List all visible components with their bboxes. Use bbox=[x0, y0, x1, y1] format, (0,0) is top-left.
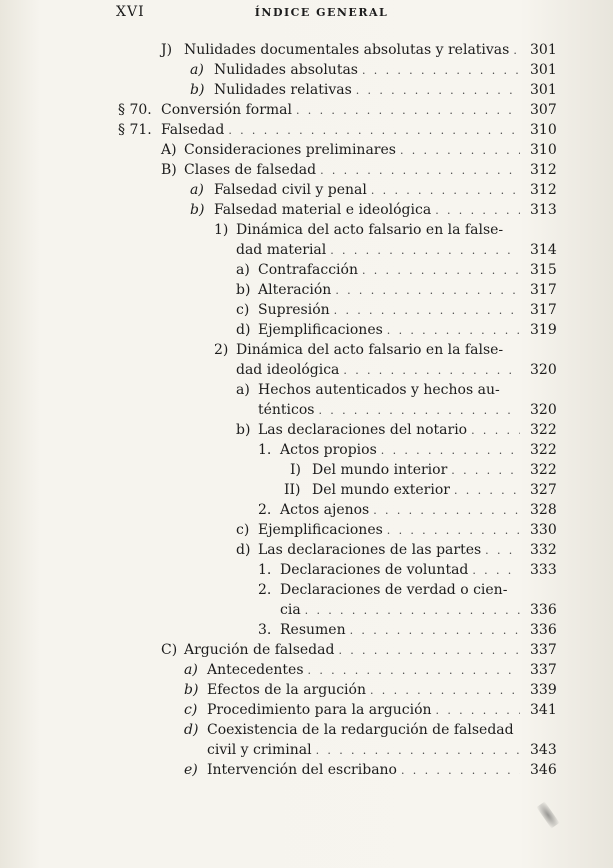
toc-entry-marker: b) bbox=[236, 422, 251, 438]
toc-entry[interactable] bbox=[0, 60, 613, 80]
leader-dots bbox=[305, 601, 520, 621]
toc-entry-line bbox=[0, 760, 557, 780]
leader-dots bbox=[472, 561, 520, 581]
page-smudge bbox=[536, 801, 559, 828]
toc-entry-line bbox=[0, 680, 557, 700]
toc-entry[interactable] bbox=[0, 320, 613, 340]
leader-dots bbox=[436, 701, 520, 721]
toc-page-number: 341 bbox=[530, 702, 557, 718]
toc-entry-title: Dinámica del acto falsario en la false- bbox=[236, 342, 504, 358]
toc-entry[interactable] bbox=[0, 40, 613, 60]
toc-entry-marker: C) bbox=[161, 642, 178, 658]
leader-dots bbox=[387, 521, 520, 541]
toc-entry[interactable] bbox=[0, 520, 613, 540]
toc-entry[interactable] bbox=[0, 720, 613, 760]
toc-entry[interactable] bbox=[0, 120, 613, 140]
leader-dots bbox=[387, 321, 520, 341]
toc-entry-title: Procedimiento para la argución bbox=[207, 702, 432, 718]
toc-entry-line bbox=[0, 600, 557, 620]
toc-entry-line bbox=[0, 100, 557, 120]
toc-entry-line bbox=[0, 80, 557, 100]
toc-page-number: 328 bbox=[530, 502, 557, 518]
leader-dots bbox=[362, 261, 520, 281]
toc-entry[interactable] bbox=[0, 80, 613, 100]
toc-entry-marker: c) bbox=[184, 702, 198, 718]
toc-entry[interactable] bbox=[0, 280, 613, 300]
toc-page-number: 310 bbox=[530, 122, 557, 138]
leader-dots bbox=[330, 241, 520, 261]
leader-dots bbox=[296, 101, 520, 121]
toc-entry[interactable] bbox=[0, 680, 613, 700]
toc-entry[interactable] bbox=[0, 300, 613, 320]
toc-entry-line bbox=[0, 740, 557, 760]
toc-page-number: 301 bbox=[530, 82, 557, 98]
toc-entry-line bbox=[0, 580, 526, 600]
toc-entry-marker: a) bbox=[236, 382, 250, 398]
toc-entry-line bbox=[0, 220, 526, 240]
toc-page-number: 315 bbox=[530, 262, 557, 278]
toc-entry-marker: e) bbox=[184, 762, 198, 778]
table-of-contents bbox=[0, 40, 613, 780]
toc-entry-line bbox=[0, 160, 557, 180]
toc-entry-marker: 1. bbox=[258, 442, 272, 458]
toc-entry-line bbox=[0, 660, 557, 680]
toc-page-number: 314 bbox=[530, 242, 557, 258]
toc-entry-title: Resumen bbox=[280, 622, 346, 638]
toc-page-number: 332 bbox=[530, 542, 557, 558]
leader-dots bbox=[400, 141, 520, 161]
toc-entry[interactable] bbox=[0, 460, 613, 480]
toc-entry-title: Del mundo exterior bbox=[312, 482, 450, 498]
toc-page-number: 343 bbox=[530, 742, 557, 758]
toc-entry-title: Nulidades absolutas bbox=[214, 62, 358, 78]
toc-entry-title: Dinámica del acto falsario en la false- bbox=[236, 222, 504, 238]
toc-entry[interactable] bbox=[0, 220, 613, 260]
toc-entry-title: Falsedad material e ideológica bbox=[214, 202, 432, 218]
leader-dots bbox=[320, 161, 520, 181]
toc-entry-title: Declaraciones de voluntad bbox=[280, 562, 469, 578]
leader-dots bbox=[335, 281, 520, 301]
toc-page-number: 322 bbox=[530, 422, 557, 438]
leader-dots bbox=[316, 741, 520, 761]
toc-entry[interactable] bbox=[0, 660, 613, 680]
toc-entry-title: Efectos de la argución bbox=[207, 682, 366, 698]
toc-entry-marker: b) bbox=[190, 202, 205, 218]
toc-entry-marker: 2) bbox=[214, 342, 229, 358]
toc-page-number: 333 bbox=[530, 562, 557, 578]
toc-entry-marker: b) bbox=[236, 282, 251, 298]
toc-entry[interactable] bbox=[0, 420, 613, 440]
page-header bbox=[116, 4, 527, 26]
toc-entry-marker: a) bbox=[190, 182, 204, 198]
toc-entry-title: Actos propios bbox=[280, 442, 377, 458]
toc-entry[interactable] bbox=[0, 340, 613, 380]
toc-entry-title: Argución de falsedad bbox=[184, 642, 335, 658]
toc-entry[interactable] bbox=[0, 100, 613, 120]
toc-entry-line bbox=[0, 280, 557, 300]
toc-page-number: 317 bbox=[530, 282, 557, 298]
toc-entry[interactable] bbox=[0, 180, 613, 200]
toc-entry-title: cia bbox=[280, 602, 301, 618]
toc-entry-title: Del mundo interior bbox=[312, 462, 448, 478]
toc-entry-line bbox=[0, 40, 557, 60]
leader-dots bbox=[334, 301, 520, 321]
toc-entry-marker: a) bbox=[190, 62, 204, 78]
leader-dots bbox=[362, 61, 520, 81]
toc-page-number: 312 bbox=[530, 182, 557, 198]
toc-entry-line bbox=[0, 520, 557, 540]
toc-entry-line bbox=[0, 500, 557, 520]
leader-dots bbox=[471, 421, 520, 441]
toc-entry-line bbox=[0, 420, 557, 440]
toc-page-number: 327 bbox=[530, 482, 557, 498]
toc-entry[interactable] bbox=[0, 160, 613, 180]
toc-entry[interactable] bbox=[0, 200, 613, 220]
toc-page-number: 301 bbox=[530, 42, 557, 58]
leader-dots bbox=[371, 181, 520, 201]
toc-page-number: 320 bbox=[530, 362, 557, 378]
toc-entry-marker: a) bbox=[236, 262, 250, 278]
toc-entry-line bbox=[0, 480, 557, 500]
toc-page-number: 322 bbox=[530, 462, 557, 478]
toc-entry-marker: a) bbox=[184, 662, 198, 678]
toc-entry-marker: d) bbox=[184, 722, 199, 738]
toc-page-number: 320 bbox=[530, 402, 557, 418]
toc-entry-line bbox=[0, 240, 557, 260]
toc-page-number: 322 bbox=[530, 442, 557, 458]
toc-entry-title: ténticos bbox=[258, 402, 315, 418]
toc-page-number: 312 bbox=[530, 162, 557, 178]
toc-entry-line bbox=[0, 700, 557, 720]
toc-entry-title: dad material bbox=[236, 242, 327, 258]
toc-entry-line bbox=[0, 340, 526, 360]
leader-dots bbox=[451, 461, 520, 481]
toc-entry-title: Clases de falsedad bbox=[184, 162, 317, 178]
toc-entry-marker: 1) bbox=[214, 222, 229, 238]
leader-dots bbox=[373, 501, 520, 521]
toc-entry-title: Intervención del escribano bbox=[207, 762, 397, 778]
toc-page-number: 301 bbox=[530, 62, 557, 78]
toc-entry[interactable] bbox=[0, 700, 613, 720]
toc-entry-marker: II) bbox=[284, 482, 301, 498]
toc-entry[interactable] bbox=[0, 540, 613, 560]
toc-entry-line bbox=[0, 640, 557, 660]
toc-page-number: 317 bbox=[530, 302, 557, 318]
toc-entry[interactable] bbox=[0, 140, 613, 160]
toc-entry-line bbox=[0, 400, 557, 420]
toc-entry-line bbox=[0, 460, 557, 480]
toc-entry-title: Contrafacción bbox=[258, 262, 358, 278]
toc-entry-marker: A) bbox=[161, 142, 177, 158]
toc-entry-title: Conversión formal bbox=[161, 102, 293, 118]
leader-dots bbox=[513, 41, 520, 61]
toc-entry-title: Actos ajenos bbox=[280, 502, 370, 518]
toc-entry-title: Declaraciones de verdad o cien- bbox=[280, 582, 508, 598]
toc-page-number: 339 bbox=[530, 682, 557, 698]
toc-page-number: 336 bbox=[530, 622, 557, 638]
toc-entry-marker: I) bbox=[290, 462, 301, 478]
leader-dots bbox=[435, 201, 520, 221]
toc-entry-title: civil y criminal bbox=[207, 742, 312, 758]
toc-entry[interactable] bbox=[0, 440, 613, 460]
toc-entry-title: dad ideológica bbox=[236, 362, 340, 378]
leader-dots bbox=[356, 81, 520, 101]
toc-entry-title: Nulidades documentales absolutas y relativas bbox=[184, 42, 510, 58]
page-folio: XVI bbox=[116, 4, 145, 20]
toc-entry-title: Alteración bbox=[258, 282, 332, 298]
toc-entry-title: Consideraciones preliminares bbox=[184, 142, 396, 158]
toc-entry-marker: B) bbox=[161, 162, 177, 178]
toc-page-number: 336 bbox=[530, 602, 557, 618]
toc-entry-line bbox=[0, 620, 557, 640]
leader-dots bbox=[370, 681, 520, 701]
toc-entry-title: Nulidades relativas bbox=[214, 82, 352, 98]
toc-entry-line bbox=[0, 720, 526, 740]
toc-entry-line bbox=[0, 360, 557, 380]
toc-entry-marker: 1. bbox=[258, 562, 272, 578]
toc-entry-title: Hechos autenticados y hechos au- bbox=[258, 382, 500, 398]
toc-entry-title: Ejemplificaciones bbox=[258, 522, 383, 538]
toc-entry-marker: § 70. bbox=[118, 102, 152, 118]
toc-entry-marker: d) bbox=[236, 322, 251, 338]
toc-entry-line bbox=[0, 300, 557, 320]
toc-entry-marker: c) bbox=[236, 302, 250, 318]
leader-dots bbox=[319, 401, 521, 421]
toc-entry-title: Las declaraciones del notario bbox=[258, 422, 468, 438]
toc-page-number: 337 bbox=[530, 662, 557, 678]
toc-entry-title: Falsedad civil y penal bbox=[214, 182, 367, 198]
leader-dots bbox=[401, 761, 520, 781]
toc-entry-marker: b) bbox=[184, 682, 199, 698]
leader-dots bbox=[338, 641, 520, 661]
toc-entry-marker: d) bbox=[236, 542, 251, 558]
toc-page-number: 337 bbox=[530, 642, 557, 658]
toc-entry-line bbox=[0, 560, 557, 580]
toc-entry-marker: J) bbox=[161, 42, 173, 58]
toc-entry-line bbox=[0, 540, 557, 560]
toc-entry-line bbox=[0, 140, 557, 160]
toc-entry-line bbox=[0, 120, 557, 140]
toc-entry-title: Supresión bbox=[258, 302, 330, 318]
toc-page-number: 346 bbox=[530, 762, 557, 778]
leader-dots bbox=[343, 361, 520, 381]
toc-entry-line bbox=[0, 440, 557, 460]
toc-page-number: 307 bbox=[530, 102, 557, 118]
toc-entry-title: Coexistencia de la redargución de falsedad bbox=[207, 722, 514, 738]
leader-dots bbox=[308, 661, 520, 681]
toc-entry[interactable] bbox=[0, 760, 613, 780]
toc-entry-marker: c) bbox=[236, 522, 250, 538]
toc-page-number: 310 bbox=[530, 142, 557, 158]
toc-entry-marker: b) bbox=[190, 82, 205, 98]
toc-entry[interactable] bbox=[0, 620, 613, 640]
leader-dots bbox=[381, 441, 520, 461]
toc-entry-line bbox=[0, 60, 557, 80]
toc-entry-title: Las declaraciones de las partes bbox=[258, 542, 482, 558]
toc-entry-line bbox=[0, 260, 557, 280]
toc-entry-marker: 2. bbox=[258, 502, 272, 518]
leader-dots bbox=[454, 481, 520, 501]
toc-entry[interactable] bbox=[0, 380, 613, 420]
toc-entry-marker: 3. bbox=[258, 622, 272, 638]
toc-entry[interactable] bbox=[0, 580, 613, 620]
toc-entry-line bbox=[0, 320, 557, 340]
toc-entry-title: Ejemplificaciones bbox=[258, 322, 383, 338]
toc-page-number: 319 bbox=[530, 322, 557, 338]
leader-dots bbox=[350, 621, 520, 641]
toc-entry-title: Falsedad bbox=[161, 122, 225, 138]
toc-entry[interactable] bbox=[0, 260, 613, 280]
toc-entry[interactable] bbox=[0, 480, 613, 500]
toc-page-number: 313 bbox=[530, 202, 557, 218]
toc-entry-title: Antecedentes bbox=[207, 662, 304, 678]
toc-entry-line bbox=[0, 380, 526, 400]
toc-entry-line bbox=[0, 180, 557, 200]
toc-entry[interactable] bbox=[0, 560, 613, 580]
toc-entry-marker: 2. bbox=[258, 582, 272, 598]
toc-page-number: 330 bbox=[530, 522, 557, 538]
toc-entry[interactable] bbox=[0, 500, 613, 520]
toc-entry-marker: § 71. bbox=[118, 122, 152, 138]
running-title: ÍNDICE GENERAL bbox=[254, 6, 389, 19]
leader-dots bbox=[228, 121, 520, 141]
toc-entry-line bbox=[0, 200, 557, 220]
leader-dots bbox=[485, 541, 520, 561]
toc-entry[interactable] bbox=[0, 640, 613, 660]
